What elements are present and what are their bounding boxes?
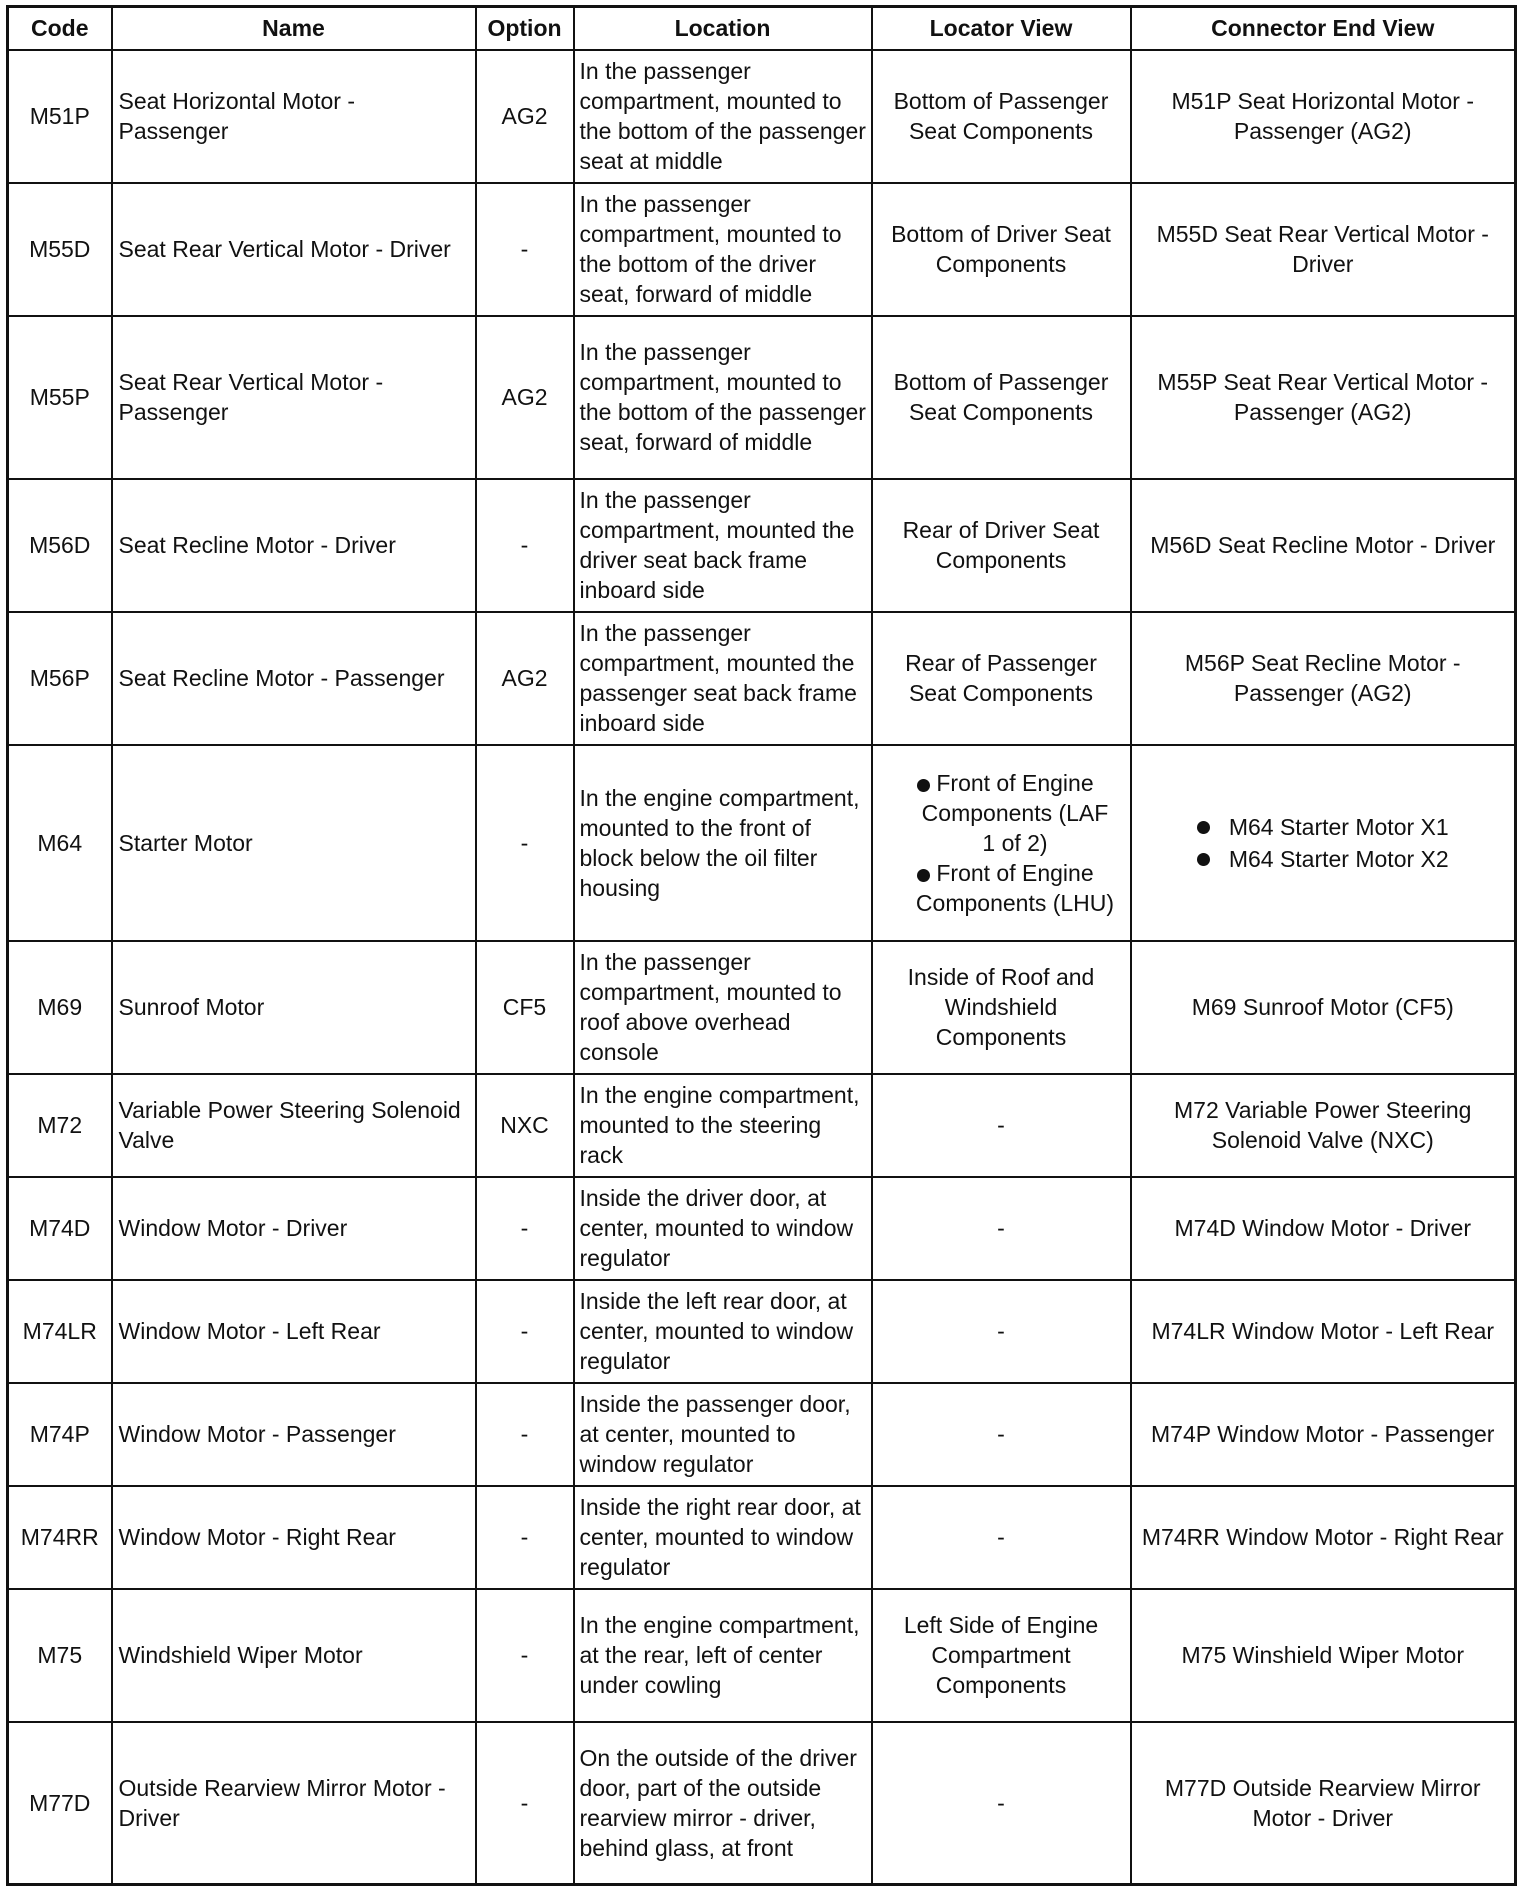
cell-locator-view: - [872,1074,1131,1177]
table-row [8,612,1516,745]
cell-code: M56P [8,612,112,745]
list-item-text: M64 Starter Motor X1 [1228,813,1449,840]
table-row [8,183,1516,316]
cell-location: In the passenger compartment, mounted to the bottom of the driver seat, forward of middle [574,183,872,316]
cell-option: - [476,745,574,941]
cell-location: In the engine compartment, mounted to the front of block below the oil filter housing [574,745,872,941]
cell-connector-end-view: M69 Sunroof Motor (CF5) [1131,941,1516,1074]
list-item [1197,843,1449,875]
cell-code: M77D [8,1722,112,1885]
cell-location: In the passenger compartment, mounted to roof above overhead console [574,941,872,1074]
cell-option: AG2 [476,50,574,183]
cell-connector-end-view: M55P Seat Rear Vertical Motor - Passenger (AG2) [1131,316,1516,479]
cell-name: Window Motor - Right Rear [112,1486,476,1589]
list-item-text: M64 Starter Motor X2 [1228,845,1449,872]
list-item-text: Front of Engine Components (LAF 1 of 2) [921,769,1109,856]
locator-view-list [879,768,1124,918]
header-row [8,7,1516,50]
cell-locator-view: Rear of Passenger Seat Components [872,612,1131,745]
cell-locator-view: Rear of Driver Seat Components [872,479,1131,612]
table-row [8,479,1516,612]
cell-name: Starter Motor [112,745,476,941]
cell-locator-view: - [872,1177,1131,1280]
cell-connector-end-view: M74P Window Motor - Passenger [1131,1383,1516,1486]
cell-code: M55P [8,316,112,479]
cell-code: M69 [8,941,112,1074]
cell-code: M55D [8,183,112,316]
bullet-icon [917,779,930,792]
table-row [8,1486,1516,1589]
cell-code: M51P [8,50,112,183]
cell-location: Inside the driver door, at center, mounted to window regulator [574,1177,872,1280]
cell-location: On the outside of the driver door, part of the outside rearview mirror - driver, behind glass, at front [574,1722,872,1885]
table-row [8,1177,1516,1280]
cell-connector-end-view: M74RR Window Motor - Right Rear [1131,1486,1516,1589]
cell-name: Seat Recline Motor - Driver [112,479,476,612]
connector-end-view-list [1197,811,1449,875]
cell-location: In the passenger compartment, mounted to the bottom of the passenger seat, forward of middle [574,316,872,479]
cell-location: In the passenger compartment, mounted the passenger seat back frame inboard side [574,612,872,745]
cell-name: Window Motor - Left Rear [112,1280,476,1383]
cell-location: Inside the left rear door, at center, mounted to window regulator [574,1280,872,1383]
cell-name: Window Motor - Driver [112,1177,476,1280]
list-item-text: Front of Engine Components (LHU) [915,859,1115,916]
cell-code: M74LR [8,1280,112,1383]
bullet-icon [917,869,930,882]
cell-option: - [476,1486,574,1589]
cell-connector-end-view: M56P Seat Recline Motor - Passenger (AG2) [1131,612,1516,745]
cell-connector-end-view: M74D Window Motor - Driver [1131,1177,1516,1280]
cell-option: - [476,479,574,612]
cell-locator-view: - [872,1383,1131,1486]
cell-connector-end-view: M55D Seat Rear Vertical Motor - Driver [1131,183,1516,316]
table-row [8,50,1516,183]
table-row [8,1383,1516,1486]
list-item [879,858,1124,918]
cell-connector-end-view: M51P Seat Horizontal Motor - Passenger (AG2) [1131,50,1516,183]
table-row [8,745,1516,941]
header-code: Code [8,7,112,50]
cell-locator-view: Bottom of Driver Seat Components [872,183,1131,316]
cell-option: NXC [476,1074,574,1177]
table-row [8,1722,1516,1885]
cell-option: AG2 [476,316,574,479]
cell-code: M75 [8,1589,112,1722]
header-option: Option [476,7,574,50]
cell-name: Seat Recline Motor - Passenger [112,612,476,745]
cell-connector-end-view: M72 Variable Power Steering Solenoid Valve (NXC) [1131,1074,1516,1177]
cell-name: Seat Rear Vertical Motor - Passenger [112,316,476,479]
cell-name: Seat Horizontal Motor - Passenger [112,50,476,183]
cell-option: AG2 [476,612,574,745]
cell-connector-end-view: M75 Winshield Wiper Motor [1131,1589,1516,1722]
cell-locator-view: - [872,1486,1131,1589]
cell-option: - [476,1280,574,1383]
header-connector-end-view: Connector End View [1131,7,1516,50]
cell-option: - [476,1177,574,1280]
cell-code: M74RR [8,1486,112,1589]
cell-option: - [476,1383,574,1486]
header-name: Name [112,7,476,50]
header-location: Location [574,7,872,50]
table-row [8,941,1516,1074]
cell-locator-view: - [872,1280,1131,1383]
cell-locator-view: Inside of Roof and Windshield Components [872,941,1131,1074]
cell-code: M74D [8,1177,112,1280]
cell-name: Outside Rearview Mirror Motor - Driver [112,1722,476,1885]
cell-connector-end-view: M56D Seat Recline Motor - Driver [1131,479,1516,612]
component-table-container [6,5,1514,1880]
cell-name: Sunroof Motor [112,941,476,1074]
cell-name: Seat Rear Vertical Motor - Driver [112,183,476,316]
cell-locator-view: Left Side of Engine Compartment Components [872,1589,1131,1722]
cell-option: - [476,183,574,316]
cell-connector-end-view [1131,745,1516,941]
table-row [8,316,1516,479]
cell-location: Inside the passenger door, at center, mounted to window regulator [574,1383,872,1486]
cell-code: M56D [8,479,112,612]
cell-name: Window Motor - Passenger [112,1383,476,1486]
cell-location: In the engine compartment, at the rear, left of center under cowling [574,1589,872,1722]
list-item [1197,811,1449,843]
cell-connector-end-view: M74LR Window Motor - Left Rear [1131,1280,1516,1383]
table-row [8,1074,1516,1177]
table-row [8,1589,1516,1722]
cell-location: In the passenger compartment, mounted to the bottom of the passenger seat at middle [574,50,872,183]
cell-location: In the passenger compartment, mounted the driver seat back frame inboard side [574,479,872,612]
cell-name: Variable Power Steering Solenoid Valve [112,1074,476,1177]
cell-connector-end-view: M77D Outside Rearview Mirror Motor - Driver [1131,1722,1516,1885]
cell-option: - [476,1722,574,1885]
cell-locator-view: Bottom of Passenger Seat Components [872,50,1131,183]
cell-locator-view [872,745,1131,941]
bullet-icon [1197,853,1210,866]
table-row [8,1280,1516,1383]
component-locator-table [6,5,1517,1886]
cell-option: CF5 [476,941,574,1074]
cell-code: M74P [8,1383,112,1486]
cell-locator-view: - [872,1722,1131,1885]
cell-code: M72 [8,1074,112,1177]
cell-location: In the engine compartment, mounted to the steering rack [574,1074,872,1177]
cell-name: Windshield Wiper Motor [112,1589,476,1722]
header-locator-view: Locator View [872,7,1131,50]
list-item [879,768,1124,858]
cell-locator-view: Bottom of Passenger Seat Components [872,316,1131,479]
cell-option: - [476,1589,574,1722]
cell-code: M64 [8,745,112,941]
cell-location: Inside the right rear door, at center, mounted to window regulator [574,1486,872,1589]
bullet-icon [1197,821,1210,834]
